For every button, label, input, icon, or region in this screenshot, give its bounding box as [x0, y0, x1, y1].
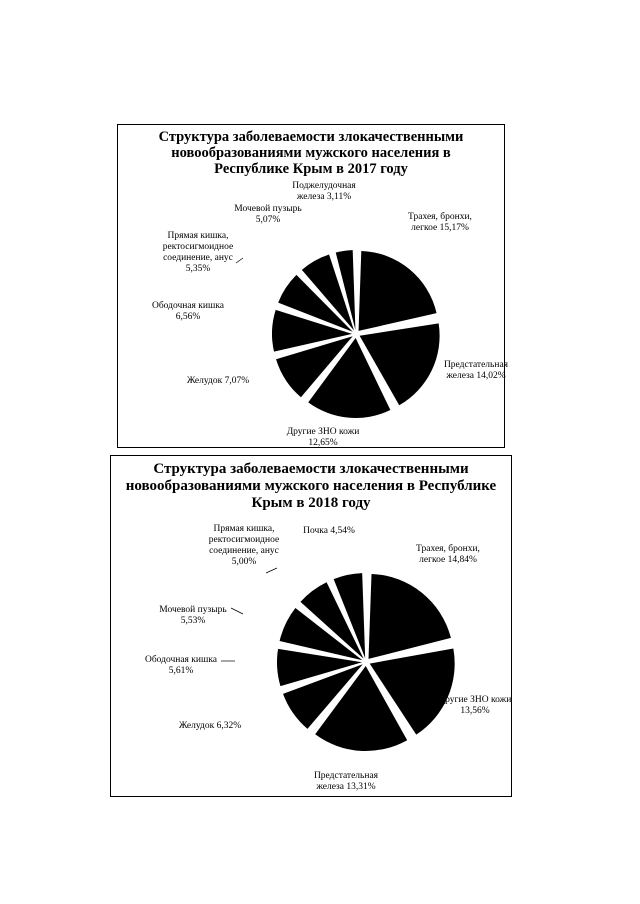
slice-label-4: Желудок 7,07% [186, 376, 250, 386]
slice-label-1: Трахея, бронхи, легкое 15,17% [408, 212, 472, 233]
slice-label-8: Почка 4,54% [303, 526, 355, 536]
pie-chart-2017 [117, 124, 509, 448]
leader-line-7 [266, 568, 277, 573]
leader-line-6 [236, 258, 243, 263]
slice-label-8: Поджелудочная железа 3,11% [292, 181, 356, 202]
pie-chart-2018 [110, 455, 512, 797]
slice-label-7: Прямая кишка, ректосигмоидное соединение, анус 5,00% [208, 524, 280, 567]
slice-label-3: Другие ЗНО кожи 12,65% [286, 427, 360, 448]
chart-title-2017: Структура заболеваемости злокачественными новообразованиями мужского населения в Республике Крым в 2017 году [158, 129, 464, 177]
slice-label-2: Предстательная железа 14,02% [443, 360, 509, 381]
pie-slice-1 [359, 251, 437, 331]
pie-svg-2017 [118, 125, 509, 449]
slice-label-5: Ободочная кишка 5,61% [144, 655, 218, 676]
chart-title-2018: Структура заболеваемости злокачественными новообразованиями мужского населения в Республике Крым в 2018 году [125, 461, 497, 511]
slice-label-4: Желудок 6,32% [178, 721, 242, 731]
pie-slice-1 [369, 574, 451, 659]
slice-label-6: Прямая кишка, ректосигмоидное соединение, анус 5,35% [162, 231, 234, 274]
slice-label-3: Предстательная железа 13,31% [313, 771, 379, 792]
slice-label-5: Ободочная кишка 6,56% [151, 301, 225, 322]
slice-label-6: Мочевой пузырь 5,53% [159, 605, 227, 626]
pie-svg-2018 [111, 456, 513, 798]
slice-label-1: Трахея, бронхи, легкое 14,84% [416, 544, 480, 565]
slice-label-7: Мочевой пузырь 5,07% [234, 204, 302, 225]
leader-line-6 [231, 608, 243, 614]
slice-label-2: Другие ЗНО кожи 13,56% [438, 695, 512, 716]
